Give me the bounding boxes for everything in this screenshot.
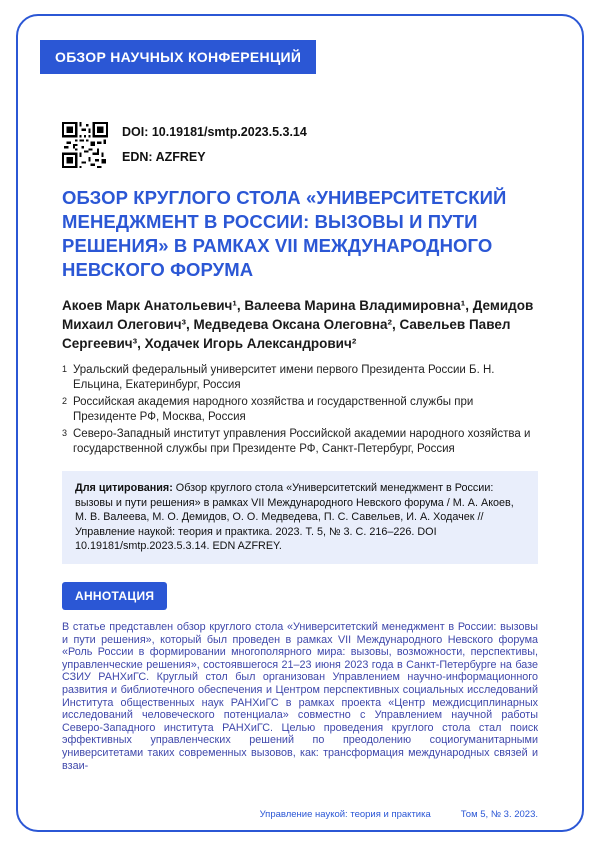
article-meta-row: [62, 122, 538, 168]
affiliation-item: [62, 395, 538, 425]
doi-text: DOI: 10.19181/smtp.2023.5.3.14: [122, 125, 307, 139]
affiliation-text: Российская академия народного хозяйства и государственной службы при Президенте РФ, Москва, Россия: [73, 396, 474, 423]
affiliation-marker: 1: [62, 364, 68, 374]
affiliation-item: [62, 427, 538, 457]
identifier-block: [122, 122, 307, 164]
conference-review-banner: ОБЗОР НАУЧНЫХ КОНФЕРЕНЦИЙ: [40, 40, 316, 74]
citation-box: [62, 471, 538, 564]
footer-issue-info: Том 5, № 3. 2023.: [460, 809, 538, 820]
footer-journal-title: Управление наукой: теория и практика: [259, 809, 431, 820]
edn-text: EDN: AZFREY: [122, 150, 206, 164]
affiliation-text: Уральский федеральный университет имени первого Президента России Б. Н. Ельцина, Екатеринбург, Россия: [73, 364, 495, 391]
article-title: ОБЗОР КРУГЛОГО СТОЛА «УНИВЕРСИТЕТСКИЙ МЕНЕДЖМЕНТ В РОССИИ: ВЫЗОВЫ И ПУТИ РЕШЕНИЯ» В РАМКАХ VII МЕЖДУНАРОДНОГО НЕВСКОГО ФОРУМА: [62, 187, 507, 280]
abstract-heading-badge: АННОТАЦИЯ: [62, 582, 167, 610]
citation-label: Для цитирования:: [75, 482, 173, 494]
affiliations-list: [62, 363, 538, 457]
abstract-text: В статье представлен обзор круглого стола «Университетский менеджмент в России: вызовы и пути решения», который был проведен в рамках VII Международного Невского форума «Роль России в формировании многополярного мира: вызовы, возможности, перспективы, управленческие решения», состоявшегося 21–23 июня 2023 года в Санкт-Петербурге на базе СЗИУ РАНХиГС. Круглый стол был организован Управлением научно-информационного развития и библиотечного обеспечения и Центром перспективных социальных исследований Института общественных наук РАНХиГС в рамках проекта «Центр междисциплинарных исследований человеческого потенциала» совместно с Управлением научной работы Северо-Западного института РАНХиГС. Целью проведения круглого стола стал поиск эффективных управленческих решений по преодолению социогуманитарными университетами таких современных вызовов, как: трансформация международных связей и взаи-: [62, 620, 538, 772]
page-border-frame: [16, 14, 584, 832]
affiliation-marker: 3: [62, 428, 68, 438]
page-footer: [260, 809, 538, 820]
affiliation-text: Северо-Западный институт управления Российской академии народного хозяйства и государственной службы при Президенте РФ, Санкт-Петербург, Россия: [73, 428, 531, 455]
citation-text: Обзор круглого стола «Университетский менеджмент в России: вызовы и пути решения» в рамках VII Международного Невского форума / М. А. Акоев, М. В. Валеева, М. О. Демидов, О. О. Медведева, П. С. Савельев, И. А. Ходачек // Управление наукой: теория и практика. 2023. Т. 5, № 3. С. 216–226. DOI 10.19181/smtp.2023.5.3.14. EDN AZFREY.: [75, 482, 514, 553]
affiliation-marker: 2: [62, 396, 68, 406]
qr-code-icon: [62, 122, 108, 168]
authors-line: Акоев Марк Анатольевич¹, Валеева Марина Владимировна¹, Демидов Михаил Олегович³, Медведева Оксана Олеговна², Савельев Павел Сергеевич³, Ходачек Игорь Александрович²: [62, 298, 534, 351]
affiliation-item: [62, 363, 538, 393]
